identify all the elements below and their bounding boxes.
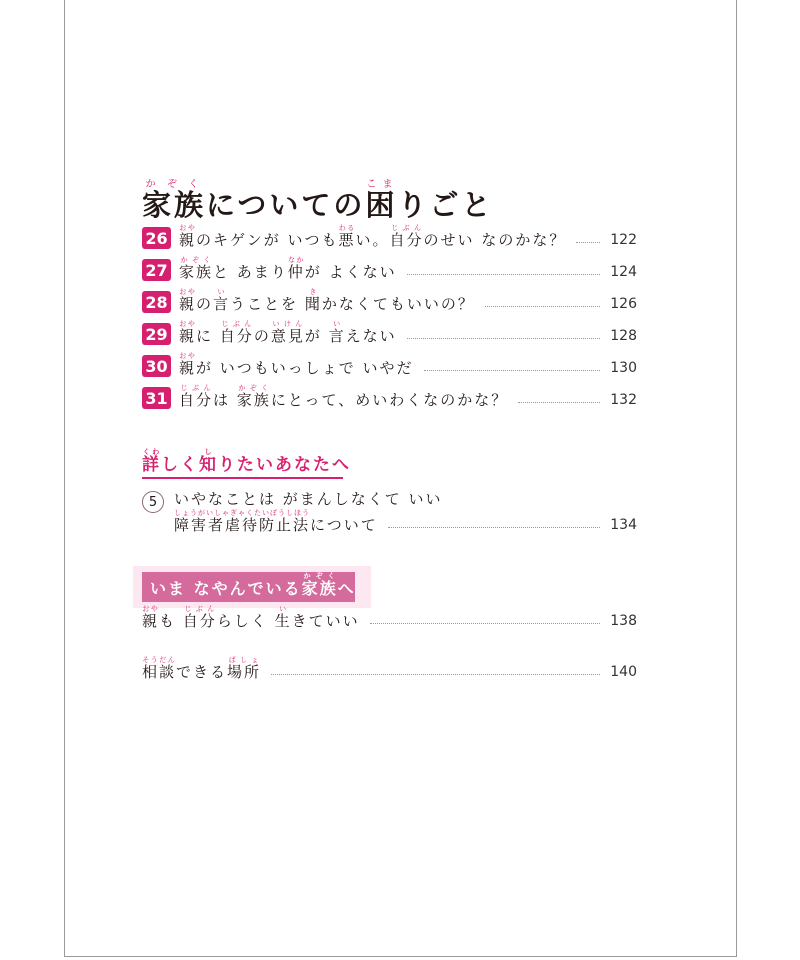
leader-dots <box>388 527 601 528</box>
leader-dots <box>407 274 601 275</box>
furigana: おや <box>179 288 197 296</box>
furigana: かぞく <box>179 256 213 264</box>
text-segment: きていい <box>291 612 360 630</box>
text-segment: も <box>159 612 183 630</box>
leader-dots <box>370 623 601 624</box>
ruby-word: 知し <box>199 448 218 475</box>
chapter-number-badge: 26 <box>142 227 171 249</box>
furigana: い <box>328 320 346 328</box>
text-segment: について <box>310 516 378 534</box>
chapter-number-badge: 30 <box>142 355 171 377</box>
text-segment: が よくない <box>304 263 397 281</box>
toc-entry[interactable] <box>142 257 637 281</box>
ruby-word: 言い <box>213 288 231 313</box>
ruby-word: 悪わる <box>338 224 356 249</box>
text-segment: のキゲンが いつも <box>196 231 339 249</box>
ruby-word: 障害者虐待防止法しょうがいしゃぎゃくたいぼうしほう <box>174 509 311 534</box>
ruby-word: 聞き <box>304 288 322 313</box>
text-segment: に <box>196 327 220 345</box>
entry-title <box>179 224 566 249</box>
entry-title <box>179 320 397 345</box>
page-number: 124 <box>610 264 637 280</box>
entry-title <box>174 490 443 508</box>
item-number-circle: 5 <box>142 491 164 513</box>
furigana: なか <box>287 256 305 264</box>
ruby-word: 親おや <box>179 352 197 377</box>
text-segment: は <box>213 391 237 409</box>
text-segment: へ <box>337 579 356 598</box>
furigana: じぶん <box>219 320 254 328</box>
ruby-word: 自分じぶん <box>179 384 214 409</box>
text-segment: の <box>253 327 271 345</box>
text-segment: いやなことは がまんしなくて いい <box>174 490 443 508</box>
entry-title <box>179 352 414 377</box>
leader-dots <box>424 370 601 371</box>
ruby-word: 仲なか <box>287 256 305 281</box>
furigana: わる <box>338 224 356 232</box>
text-segment: が <box>304 327 329 345</box>
ruby-word: 親おや <box>179 224 197 249</box>
ruby-word: 生い <box>274 605 292 630</box>
page-number: 134 <box>610 517 637 533</box>
toc-entry[interactable] <box>142 385 637 409</box>
leader-dots <box>518 402 600 403</box>
ruby-word: 家族かぞく <box>301 572 338 598</box>
ruby-word: 言い <box>328 320 346 345</box>
furigana: じぶん <box>179 384 213 392</box>
text-segment: いま なやんでいる <box>150 579 302 598</box>
text-segment: い。 <box>355 231 390 249</box>
section-heading-families <box>142 572 355 602</box>
page-number: 128 <box>610 328 637 344</box>
ruby-word: 親おや <box>142 605 160 630</box>
text-segment: についての <box>206 188 366 223</box>
ruby-word: 詳くわ <box>142 448 161 475</box>
entry-title <box>179 384 508 409</box>
furigana: こま <box>365 179 398 191</box>
ruby-word: 意見いけん <box>270 320 305 345</box>
text-segment: できる <box>176 663 228 681</box>
toc-entry-consultation[interactable] <box>142 657 637 681</box>
furigana: かぞく <box>142 179 206 191</box>
furigana: しょうがいしゃぎゃくたいぼうしほう <box>174 509 311 517</box>
entry-title <box>142 605 360 630</box>
page-number: 122 <box>610 232 637 248</box>
toc-entry-column-5[interactable] <box>142 510 637 534</box>
ruby-word: 家族かぞく <box>179 256 214 281</box>
leader-dots <box>576 242 600 243</box>
leader-dots <box>271 674 600 675</box>
text-segment: のせい なのかな？ <box>423 231 567 249</box>
ruby-word: 場所ばしょ <box>227 656 262 681</box>
entry-title <box>179 288 475 313</box>
ruby-word: 自分じぶん <box>389 224 424 249</box>
toc-entry-parents[interactable] <box>142 606 637 630</box>
page-number: 126 <box>610 296 637 312</box>
ruby-word: 親おや <box>179 320 197 345</box>
ruby-word: 自分じぶん <box>182 605 217 630</box>
text-segment: しく <box>161 455 199 475</box>
chapter-number-badge: 27 <box>142 259 171 281</box>
furigana: おや <box>179 224 197 232</box>
toc-entry[interactable] <box>142 353 637 377</box>
page-number: 138 <box>610 613 637 629</box>
furigana: おや <box>179 352 197 360</box>
text-segment: と あまり <box>213 263 288 281</box>
furigana: し <box>199 448 218 456</box>
furigana: い <box>213 288 231 296</box>
chapter-number-badge: 29 <box>142 323 171 345</box>
entry-title <box>142 656 261 681</box>
section-heading-learn-more <box>142 448 351 479</box>
text-segment: かなくてもいいの？ <box>321 295 475 313</box>
text-segment: りごと <box>397 188 494 223</box>
chapter-title <box>142 179 493 224</box>
text-segment: りたいあなたへ <box>218 455 351 475</box>
furigana: き <box>304 288 322 296</box>
furigana: おや <box>179 320 197 328</box>
leader-dots <box>485 306 600 307</box>
furigana: じぶん <box>389 224 424 232</box>
entry-title <box>174 509 378 534</box>
furigana: いけん <box>270 320 305 328</box>
text-segment: らしく <box>216 612 275 630</box>
page-number: 132 <box>610 392 637 408</box>
text-segment: にとって、めいわくなのかな？ <box>270 391 509 409</box>
furigana: い <box>274 605 292 613</box>
furigana: かぞく <box>236 384 271 392</box>
text-segment: えない <box>345 327 397 345</box>
furigana: じぶん <box>182 605 217 613</box>
furigana: かぞく <box>301 572 338 580</box>
text-segment: の <box>196 295 214 313</box>
ruby-word: 親おや <box>179 288 197 313</box>
text-segment: が いつもいっしょで いやだ <box>196 359 414 377</box>
ruby-word: 家族かぞく <box>142 179 207 223</box>
toc-entry[interactable] <box>142 321 637 345</box>
toc-entry[interactable] <box>142 225 637 249</box>
furigana: ばしょ <box>227 656 262 664</box>
entry-title <box>179 256 397 281</box>
furigana: そうだん <box>142 656 177 664</box>
page-number: 140 <box>610 664 637 680</box>
page-number: 130 <box>610 360 637 376</box>
ruby-word: 相談そうだん <box>142 656 177 681</box>
leader-dots <box>407 338 601 339</box>
furigana: くわ <box>142 448 161 456</box>
text-segment: うことを <box>230 295 305 313</box>
furigana: おや <box>142 605 160 613</box>
chapter-number-badge: 28 <box>142 291 171 313</box>
toc-entry[interactable] <box>142 289 637 313</box>
toc-entry-column-5-line1[interactable] <box>142 484 637 508</box>
chapter-number-badge: 31 <box>142 387 171 409</box>
ruby-word: 困こま <box>365 179 398 223</box>
ruby-word: 自分じぶん <box>219 320 254 345</box>
ruby-word: 家族かぞく <box>236 384 271 409</box>
